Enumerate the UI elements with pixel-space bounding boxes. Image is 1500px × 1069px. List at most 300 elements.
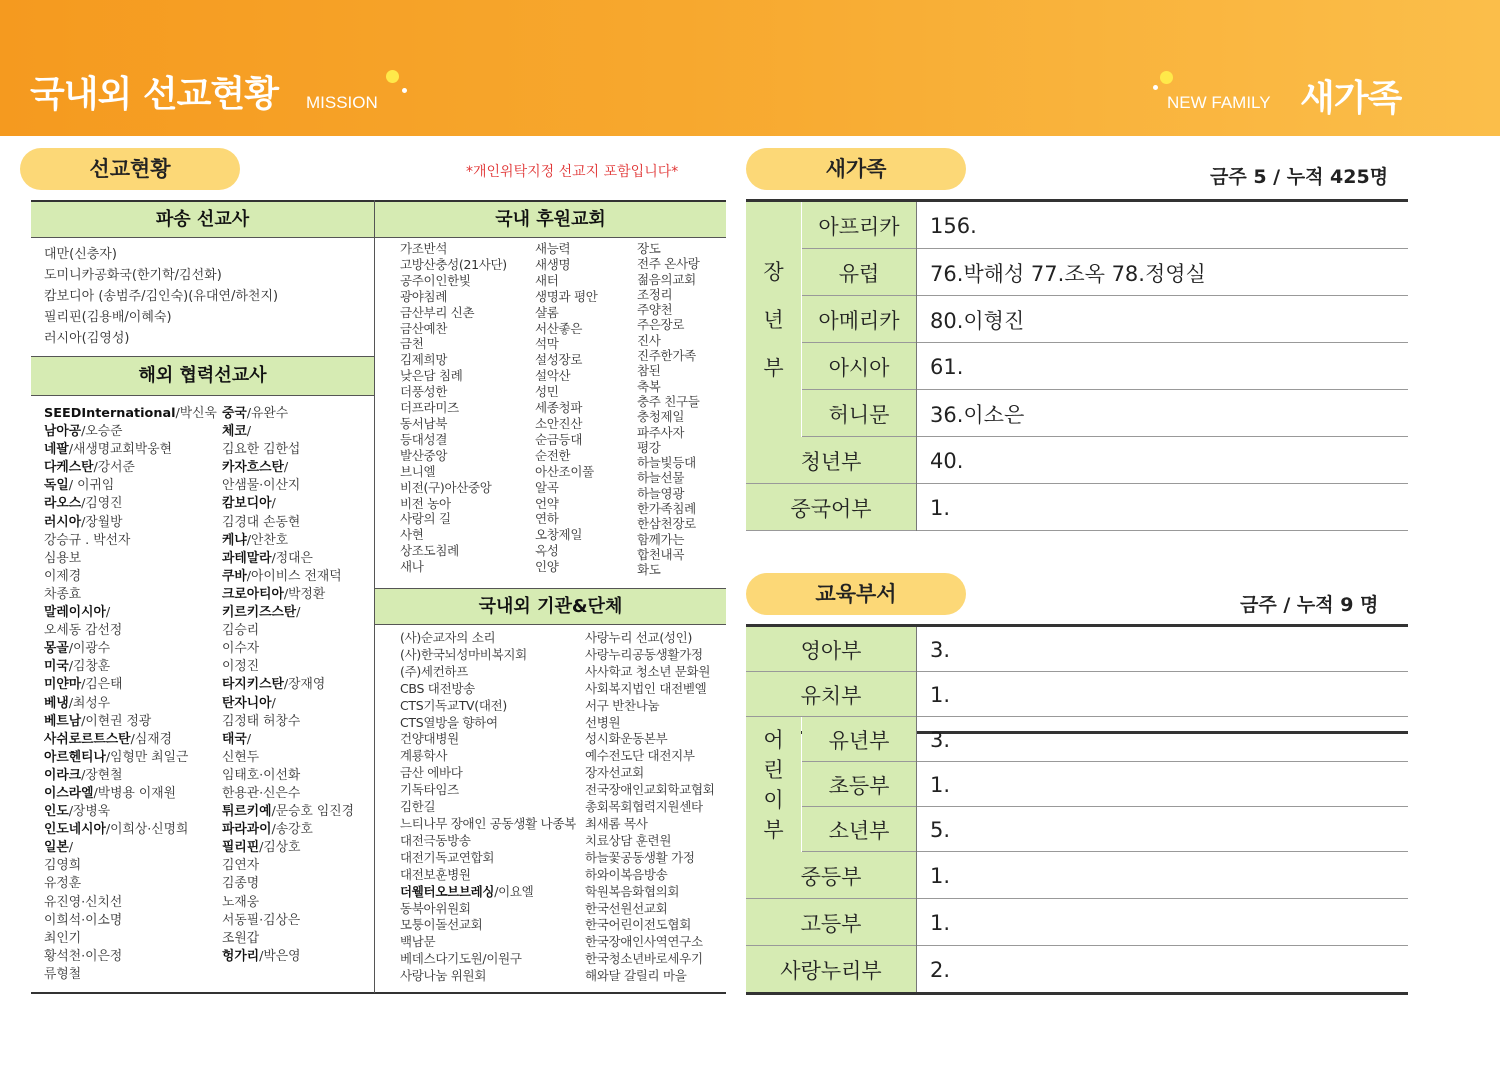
list-item <box>44 568 217 586</box>
list-item: 성시화운동본부 <box>585 731 668 747</box>
row-value: 61. <box>930 354 964 379</box>
list-item <box>222 767 354 785</box>
country-name: 쿠바 <box>222 568 247 584</box>
row-value: 1. <box>930 682 951 707</box>
list-item <box>44 640 217 658</box>
table-row <box>746 296 1408 343</box>
sent-missionaries-header: 파송 선교사 <box>31 202 374 237</box>
domestic-churches-header: 국내 후원교회 <box>375 202 726 237</box>
organizations-col2 <box>585 630 715 985</box>
list-item: 오창제일 <box>535 527 583 543</box>
list-item: 진사 <box>637 332 661 348</box>
list-item: 고방산충성(21사단) <box>400 256 507 272</box>
list-item <box>44 586 217 604</box>
list-item: 사랑누리 선교(성인) <box>585 630 693 645</box>
row-value: 1. <box>930 495 951 520</box>
missionary-names: / <box>246 731 252 747</box>
list-item: 샬롬 <box>535 304 559 320</box>
missionary-names: 느티나무 장애인 공동생활 나종복 <box>400 815 576 831</box>
table-row <box>746 627 1408 672</box>
missionary-names: 안샘물·이산지 <box>222 478 301 494</box>
list-item: 하늘영광 <box>637 485 685 501</box>
list-item <box>400 884 576 901</box>
list-item <box>400 951 576 968</box>
country-name: SEEDInternational <box>44 406 176 421</box>
list-item: 주양천 <box>637 302 673 318</box>
list-item <box>44 839 217 857</box>
missionary-names: 대전보훈병원 <box>400 866 471 882</box>
list-item <box>400 934 576 951</box>
list-item <box>222 713 354 731</box>
missionary-names: 이정진 <box>222 659 260 675</box>
list-item: 새생명 <box>535 256 571 272</box>
cell-divider <box>916 627 917 672</box>
list-item: 치료상담 훈련원 <box>585 832 672 848</box>
missionary-names: /장병욱 <box>68 804 111 820</box>
cell-divider <box>916 343 917 390</box>
list-item <box>44 495 217 513</box>
overseas-missionaries-col1 <box>44 405 217 984</box>
missionary-names: 김한길 <box>400 799 436 815</box>
country-name: 체코 <box>222 424 247 440</box>
list-item: 한국청소년바로세우기 <box>585 951 703 967</box>
list-item: 동서남북 <box>400 415 448 431</box>
list-item <box>222 514 354 532</box>
missionary-names: /김창훈 <box>68 659 111 675</box>
list-item <box>222 875 354 893</box>
country-name: 인도네시아 <box>44 822 106 838</box>
divider <box>31 395 374 396</box>
row-value: 156. <box>930 213 977 238</box>
missionary-names: /송강호 <box>271 822 313 838</box>
table-row <box>746 484 1408 531</box>
list-item <box>222 495 354 513</box>
list-item: 더풍성한 <box>400 384 448 400</box>
list-item: 도미니카공화국(한기학/김선화) <box>44 268 222 283</box>
country-name: 다케스탄 <box>44 460 94 476</box>
missionary-names: 김정태 허창수 <box>222 713 301 729</box>
list-item: 알곡 <box>535 479 559 495</box>
table-row <box>746 437 1408 484</box>
list-item <box>44 604 217 622</box>
list-item: 금산부리 신촌 <box>400 304 475 320</box>
country-name: 러시아 <box>44 514 82 530</box>
list-item: 소안진산 <box>535 415 583 431</box>
list-item: 한국선원선교회 <box>585 900 668 916</box>
table-row <box>746 762 1408 807</box>
list-item <box>400 833 576 850</box>
missionary-names: 대전극동방송 <box>400 832 471 848</box>
missionary-names: /아이비스 전재덕 <box>246 568 342 584</box>
country-name: 중국 <box>222 406 247 421</box>
missionary-names: /박정환 <box>283 586 326 602</box>
list-item <box>222 550 354 568</box>
row-label: 소년부 <box>802 807 916 852</box>
divider <box>31 237 374 238</box>
list-item <box>44 875 217 893</box>
list-item: 장도 <box>637 241 661 256</box>
table-row <box>746 899 1408 946</box>
list-item: 비전(구)아산중앙 <box>400 479 492 495</box>
missionary-names: 건양대병원 <box>400 731 459 747</box>
group-label-char: 이 <box>763 787 784 812</box>
country-name: 이스라엘 <box>44 785 94 801</box>
list-item <box>222 803 354 821</box>
missionary-names: 서동필·김상은 <box>222 912 301 928</box>
missionary-names: / <box>68 840 74 856</box>
missionary-names: /이희상·신명희 <box>105 822 189 838</box>
newfamily-title: 새가족 <box>1300 78 1402 119</box>
missionary-names: 이희석·이소명 <box>44 912 123 928</box>
row-label: 영아부 <box>746 627 916 672</box>
missionary-names: /안찬호 <box>246 532 289 548</box>
list-item: 새터 <box>535 272 559 288</box>
list-item <box>44 948 217 966</box>
decor-dot <box>1160 71 1173 84</box>
missionary-names: /김은태 <box>81 677 123 693</box>
list-item: 최새롬 목사 <box>585 815 648 831</box>
row-label: 아메리카 <box>802 296 916 343</box>
education-table <box>746 624 1408 996</box>
list-item <box>400 799 576 816</box>
missionary-names: 황석천·이은정 <box>44 948 123 964</box>
missionary-names: /김상호 <box>259 840 301 856</box>
list-item <box>400 731 576 748</box>
list-item <box>400 917 576 934</box>
table-row <box>746 717 1408 762</box>
list-item <box>400 782 576 799</box>
missionary-names: /심재경 <box>130 731 172 747</box>
row-divider <box>746 530 1408 531</box>
missionary-names: CTS기독교TV(대전) <box>400 697 508 713</box>
row-label: 유치부 <box>746 672 916 717</box>
list-item <box>222 695 354 713</box>
missionary-names: /유완수 <box>246 406 289 421</box>
list-item: 한국장애인사역연구소 <box>585 934 703 950</box>
list-item: 예수전도단 대전지부 <box>585 748 695 764</box>
list-item <box>400 901 576 918</box>
country-name: 태국 <box>222 731 247 747</box>
list-item: 대만(신충자) <box>44 247 117 262</box>
list-item: 한가족침례 <box>637 501 696 517</box>
divider <box>375 624 726 625</box>
country-name: 베트남 <box>44 713 82 729</box>
missionary-names: /새생명교회박웅현 <box>68 442 172 458</box>
missionary-names: 대전기독교연합회 <box>400 849 495 865</box>
list-item: 총회목회협력지원센타 <box>585 799 703 815</box>
list-item <box>44 731 217 749</box>
country-name: 파라과이 <box>222 822 272 838</box>
list-item: 등대성결 <box>400 431 448 447</box>
list-item: 비전 농아 <box>400 495 451 511</box>
list-item: 충주 친구들 <box>637 393 700 409</box>
list-item: 합천내곡 <box>637 546 685 562</box>
missionary-names: 최인기 <box>44 930 82 946</box>
missionary-names: 기독타임즈 <box>400 782 459 798</box>
list-item <box>222 622 354 640</box>
missionary-names: /김영진 <box>81 496 123 512</box>
country-name: 캄보디아 <box>222 496 272 512</box>
organizations-header: 국내외 기관&단체 <box>375 589 726 624</box>
cell-divider <box>916 437 917 484</box>
list-item <box>222 568 354 586</box>
country-name: 네팔 <box>44 442 69 458</box>
missionary-names: 류형철 <box>44 966 82 982</box>
table-row <box>746 672 1408 717</box>
list-item <box>44 713 217 731</box>
list-item <box>44 912 217 930</box>
list-item <box>222 604 354 622</box>
list-item: 더프라미즈 <box>400 400 459 416</box>
country-name: 이라크 <box>44 767 82 783</box>
country-name: 케냐 <box>222 532 247 548</box>
missionary-names: 강승규 . 박선자 <box>44 532 131 548</box>
list-item <box>44 966 217 984</box>
list-item <box>400 816 576 833</box>
country-name: 베냉 <box>44 695 69 711</box>
missionary-names: 유정훈 <box>44 876 82 892</box>
missionary-names: 심용보 <box>44 550 82 566</box>
row-value: 3. <box>930 637 951 662</box>
list-item: 금천 <box>400 336 424 352</box>
list-item: 가조반석 <box>400 241 448 256</box>
missionary-names: 김요한 김한섭 <box>222 442 301 458</box>
list-item <box>44 477 217 495</box>
row-value: 76.박해성 77.조옥 78.정영실 <box>930 261 1206 286</box>
missionary-names: /오승준 <box>81 424 123 440</box>
missionary-names: / <box>271 695 276 711</box>
education-summary: 금주 / 누적 9 명 <box>1240 594 1379 616</box>
decor-dot-small <box>402 88 407 93</box>
cell-divider <box>916 672 917 717</box>
list-item: 사현 <box>400 527 424 543</box>
missionary-names: 동북아위원회 <box>400 900 471 916</box>
cell-divider <box>916 946 917 993</box>
list-item: 전국장애인교회학교협회 <box>585 782 715 798</box>
country-name: 튀르키예 <box>222 804 272 820</box>
country-name: 카자흐스탄 <box>222 460 284 476</box>
newfamily-subtitle: NEW FAMILY <box>1167 93 1271 112</box>
newfamily-table <box>746 199 1408 534</box>
table-row <box>746 202 1408 249</box>
row-label: 중국어부 <box>746 484 916 531</box>
missionary-names: (주)세컨하프 <box>400 663 469 679</box>
missionary-names: / <box>271 496 276 512</box>
list-item <box>222 405 354 423</box>
list-item: 하와이복음방송 <box>585 866 668 882</box>
list-item <box>44 894 217 912</box>
list-item: 브니엘 <box>400 463 436 479</box>
list-item: 러시아(김영성) <box>44 331 130 346</box>
row-label: 초등부 <box>802 762 916 807</box>
row-value: 1. <box>930 863 951 888</box>
missionary-names: 백남문 <box>400 934 436 950</box>
missionary-names: 김영희 <box>44 858 82 874</box>
list-item <box>44 676 217 694</box>
list-item: 함께가는 <box>637 531 685 547</box>
list-item <box>222 749 354 767</box>
list-item: 서구 반찬나눔 <box>585 697 660 713</box>
missionary-names: / <box>246 424 252 440</box>
country-name: 헝가리 <box>222 948 260 964</box>
row-label: 유년부 <box>802 717 916 762</box>
list-item <box>400 968 576 985</box>
list-item <box>44 767 217 785</box>
list-item: 석막 <box>535 336 559 352</box>
divider <box>375 237 726 238</box>
missionary-names: 계룡학사 <box>400 748 448 764</box>
header-banner <box>0 0 1500 136</box>
list-item: 하늘꽃공동생활 가정 <box>585 849 695 865</box>
list-item <box>400 647 576 664</box>
list-item: 한삼천장로 <box>637 516 696 532</box>
list-item: 하늘선물 <box>637 470 685 486</box>
list-item: 하늘빛등대 <box>637 455 696 471</box>
list-item <box>222 640 354 658</box>
list-item: 인양 <box>535 559 559 575</box>
list-item: 옥성 <box>535 543 559 559</box>
list-item: 필리핀(김용배/이혜숙) <box>44 310 172 325</box>
list-item <box>222 658 354 676</box>
missionary-names: /장월방 <box>81 514 123 530</box>
list-item <box>222 676 354 694</box>
list-item: 공주이인한빛 <box>400 272 471 288</box>
missionary-names: 유진영·신치선 <box>44 894 123 910</box>
table-row <box>746 807 1408 852</box>
country-name: 키르키즈스탄 <box>222 605 297 621</box>
cell-divider <box>916 899 917 946</box>
list-item: 선병원 <box>585 714 621 730</box>
cell-divider <box>916 762 917 807</box>
list-item <box>44 695 217 713</box>
list-item <box>44 532 217 550</box>
country-name: 필리핀 <box>222 840 260 856</box>
missionary-names: /이현권 정광 <box>81 713 152 729</box>
list-item: 사랑누리공동생활가정 <box>585 646 703 662</box>
row-label: 유럽 <box>802 249 916 296</box>
list-item <box>222 912 354 930</box>
list-item <box>44 658 217 676</box>
list-item: 진주한가족 <box>637 348 696 364</box>
missionary-names: /임형만 최일근 <box>105 749 189 765</box>
list-item: 한국어린이전도협회 <box>585 917 691 933</box>
list-item: 상조도침례 <box>400 543 459 559</box>
mission-title: 국내외 선교현황 <box>30 74 278 115</box>
group-label-char: 부 <box>763 817 784 842</box>
newfamily-summary: 금주 5 / 누적 425명 <box>1210 166 1389 188</box>
missionary-names: 김연자 <box>222 858 260 874</box>
country-name: 미얀마 <box>44 677 82 693</box>
missionary-names: 이수자 <box>222 641 260 657</box>
domestic-churches-col1 <box>400 241 507 575</box>
domestic-churches-col3 <box>637 241 700 578</box>
list-item: 사사학교 청소년 문화원 <box>585 663 711 679</box>
list-item: 해와달 갈릴리 마을 <box>585 968 687 984</box>
country-name: 일본 <box>44 840 69 856</box>
country-name: 크로아티아 <box>222 586 284 602</box>
list-item <box>44 821 217 839</box>
missionary-names: 금산 에바다 <box>400 765 463 781</box>
list-item: 생명과 평안 <box>535 288 598 304</box>
list-item: 주은장로 <box>637 317 685 333</box>
list-item <box>222 821 354 839</box>
missionary-names: /정대은 <box>271 550 313 566</box>
table-row <box>746 249 1408 296</box>
list-item <box>400 765 576 782</box>
list-item <box>400 715 576 732</box>
missionary-names: / <box>296 605 301 621</box>
row-value: 3. <box>930 727 951 752</box>
overseas-missionaries-col2 <box>222 405 354 966</box>
missionary-names: /장재영 <box>283 677 326 693</box>
missionary-names: 신현두 <box>222 749 260 765</box>
missionary-names: 김경대 손동현 <box>222 514 301 530</box>
missionary-names: 김승리 <box>222 623 260 639</box>
table-row <box>746 852 1408 899</box>
country-name: 독일 <box>44 478 69 494</box>
list-item <box>222 586 354 604</box>
missionary-names: 이제경 <box>44 568 82 584</box>
list-item: 새능력 <box>535 241 571 256</box>
list-item <box>222 423 354 441</box>
list-item <box>44 857 217 875</box>
missionary-names: /박신욱 <box>175 406 217 421</box>
missionary-names: / 이귀임 <box>68 478 115 494</box>
list-item <box>44 423 217 441</box>
country-name: 말레이시아 <box>44 605 106 621</box>
missionary-names: 한용관·신은수 <box>222 785 301 801</box>
row-value: 1. <box>930 772 951 797</box>
row-label: 아프리카 <box>802 202 916 249</box>
table-row <box>746 390 1408 437</box>
list-item: 새나 <box>400 559 424 575</box>
missionary-names: 임태호·이선화 <box>222 767 301 783</box>
list-item: 아산조이풀 <box>535 463 594 479</box>
list-item: 젊음의교회 <box>637 271 696 287</box>
list-item: 발산중앙 <box>400 447 448 463</box>
list-item <box>400 630 576 647</box>
list-item <box>44 622 217 640</box>
country-name: 미국 <box>44 659 69 675</box>
list-item <box>44 930 217 948</box>
list-item <box>44 785 217 803</box>
list-item: 순전한 <box>535 447 571 463</box>
row-label: 고등부 <box>746 899 916 946</box>
list-item <box>222 731 354 749</box>
list-item: 설악산 <box>535 368 571 384</box>
missionary-names: /이요엘 <box>494 883 534 899</box>
list-item: 파주사자 <box>637 424 685 440</box>
missionary-names: /문승호 임진경 <box>271 804 355 820</box>
country-name: 라오스 <box>44 496 82 512</box>
table-row <box>746 343 1408 390</box>
table-bottom-line <box>746 992 1408 995</box>
list-item: 충청제일 <box>637 409 685 425</box>
list-item <box>222 839 354 857</box>
row-label: 허니문 <box>802 390 916 437</box>
list-item: 순금등대 <box>535 431 583 447</box>
row-label: 중등부 <box>746 852 916 899</box>
list-item <box>400 681 576 698</box>
missionary-names: /강서준 <box>93 460 135 476</box>
missionary-names: 오세동 감선정 <box>44 623 123 639</box>
cell-divider <box>916 249 917 296</box>
list-item <box>44 803 217 821</box>
missionary-names: /박병용 이재원 <box>93 785 177 801</box>
missionary-names: (사)한국뇌성마비복지회 <box>400 646 527 662</box>
row-value: 40. <box>930 448 964 473</box>
missionary-names: CBS 대전방송 <box>400 680 475 696</box>
